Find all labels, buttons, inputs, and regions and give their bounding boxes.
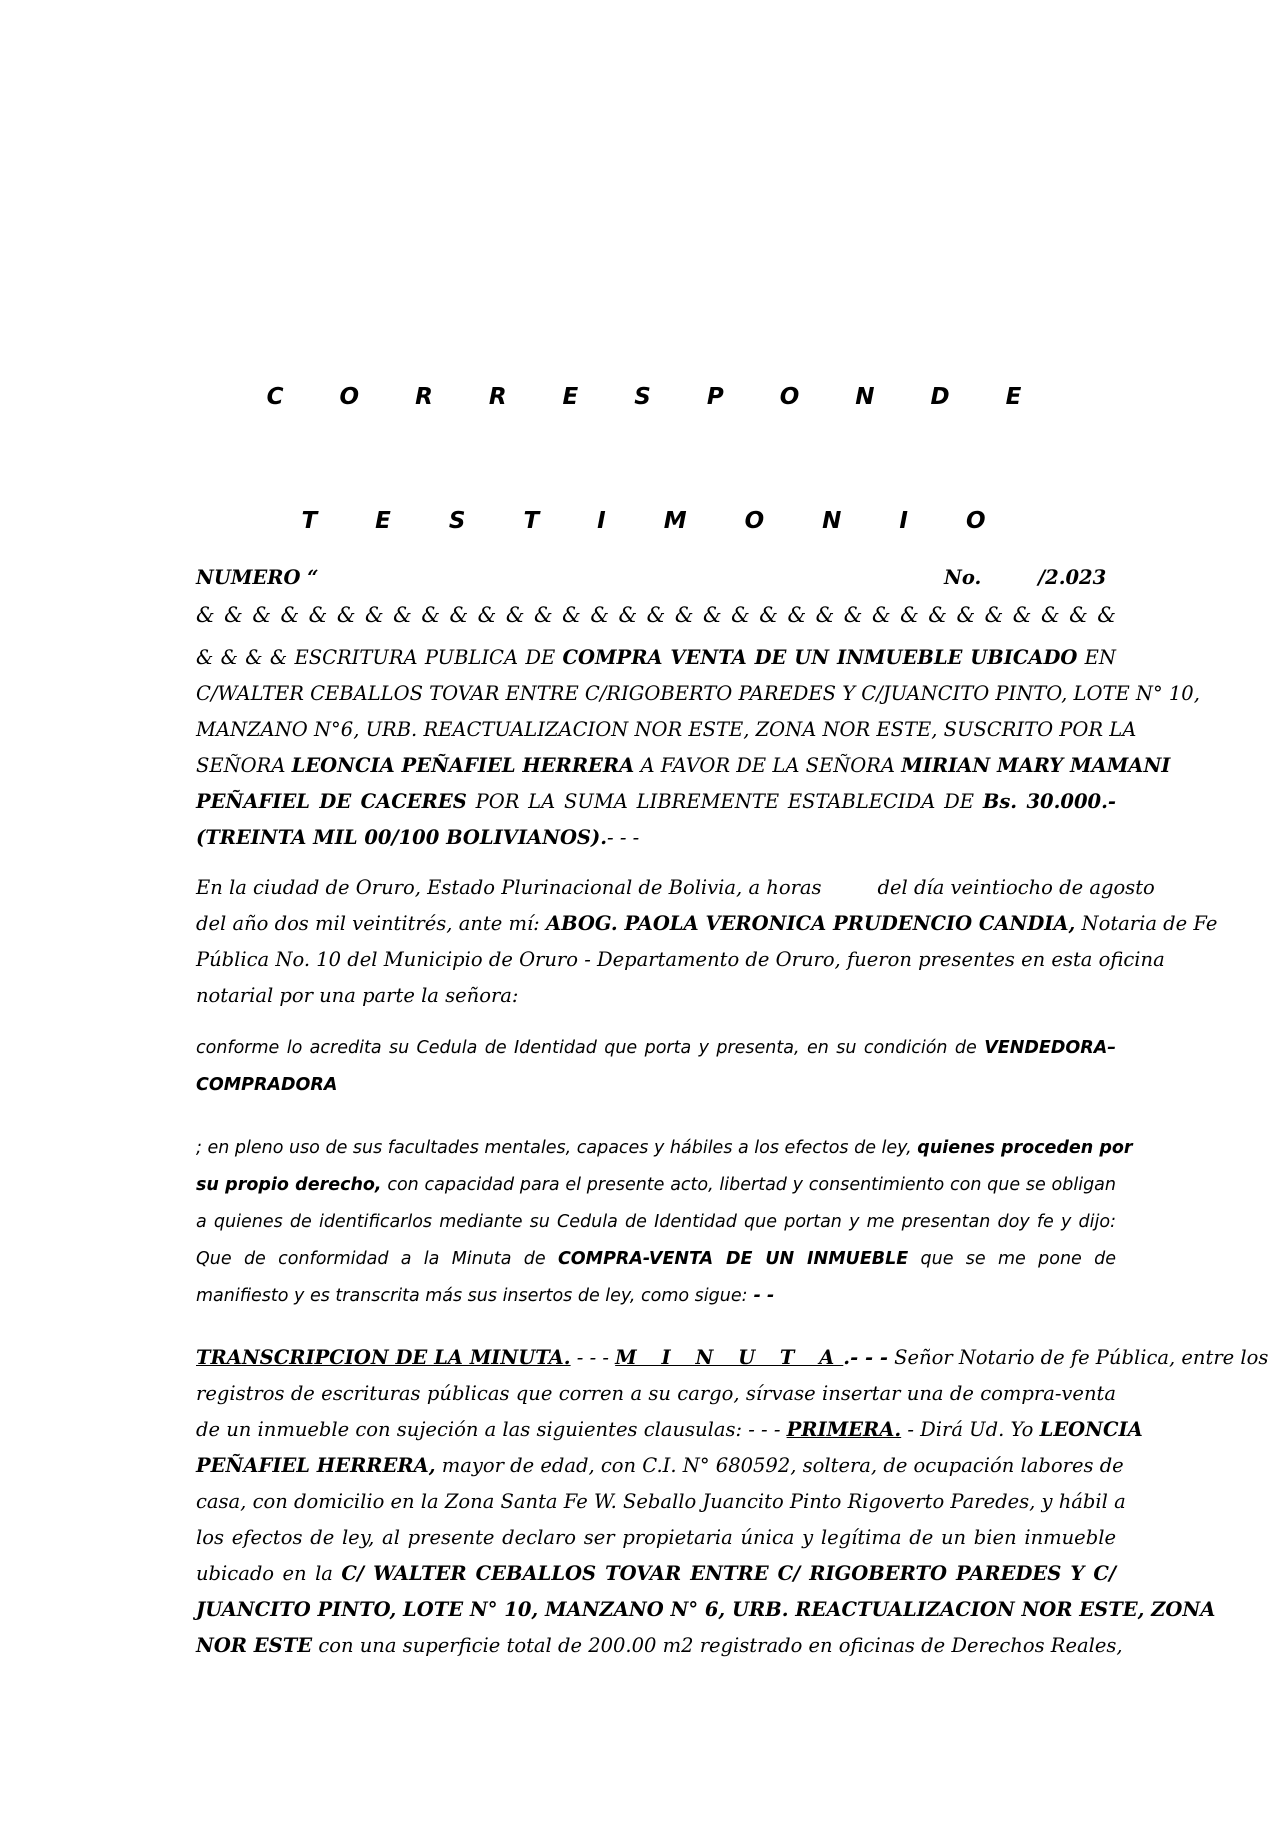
text-line: ; en pleno uso de sus facultades mentales, capaces y hábiles a los efectos de ley, quienes proceden por — [196, 1138, 1133, 1158]
text-line: (TREINTA MIL 00/100 BOLIVIANOS).- - - — [196, 826, 640, 849]
text-line: & & & & ESCRITURA PUBLICA DE COMPRA VENTA DE UN INMUEBLE UBICADO EN — [196, 646, 1116, 669]
text-line: su propio derecho, con capacidad para el presente acto, libertad y consentimiento con que se obligan — [196, 1175, 1116, 1195]
numero-year: /2.023 — [1038, 566, 1107, 589]
minuta-paragraph — [196, 1340, 1268, 1664]
numero-label: NUMERO “ — [196, 566, 319, 589]
text-line: notarial por una parte la señora: — [196, 984, 519, 1007]
conforme-paragraph — [196, 1030, 1116, 1104]
text-line: conforme lo acredita su Cedula de Identidad que porta y presenta, en su condición de VENDEDORA– — [196, 1038, 1116, 1058]
text-line: los efectos de ley, al presente declaro ser propietaria única y legítima de un bien inmueble — [196, 1526, 1116, 1549]
text-line: SEÑORA LEONCIA PEÑAFIEL HERRERA A FAVOR DE LA SEÑORA MIRIAN MARY MAMANI — [196, 754, 1171, 777]
text-line: Que de conformidad a la Minuta de COMPRA-VENTA DE UN INMUEBLE que se me pone de — [196, 1249, 1116, 1269]
text-line: registros de escrituras públicas que corren a su cargo, sírvase insertar una de compra-venta — [196, 1382, 1116, 1405]
text-line: NOR ESTE con una superficie total de 200.00 m2 registrado en oficinas de Derechos Reales, — [196, 1634, 1123, 1657]
ciudad-paragraph — [196, 870, 1218, 1014]
text-line: En la ciudad de Oruro, Estado Plurinacional de Bolivia, a horas del día veintiocho de agosto — [196, 876, 1155, 899]
text-line: JUANCITO PINTO, LOTE N° 10, MANZANO N° 6, URB. REACTUALIZACION NOR ESTE, ZONA — [196, 1598, 1216, 1621]
text-line: ubicado en la C/ WALTER CEBALLOS TOVAR ENTRE C/ RIGOBERTO PAREDES Y C/ — [196, 1562, 1116, 1585]
ampersand-line: & & & & & & & & & & & & & & & & & & & & & & & & & & & & & & & & & — [196, 603, 1116, 627]
no-label: No. — [944, 566, 982, 589]
text-line: MANZANO N°6, URB. REACTUALIZACION NOR ESTE, ZONA NOR ESTE, SUSCRITO POR LA — [196, 718, 1137, 741]
text-line: manifiesto y es transcrita más sus insertos de ley, como sigue: - - — [196, 1286, 775, 1306]
text-line: Pública No. 10 del Municipio de Oruro - Departamento de Oruro, fueron presentes en esta oficina — [196, 948, 1165, 971]
text-line: PEÑAFIEL DE CACERES POR LA SUMA LIBREMENTE ESTABLECIDA DE Bs. 30.000.- — [196, 790, 1117, 813]
text-line: a quienes de identificarlos mediante su Cedula de Identidad que portan y me presentan doy fe y dijo: — [196, 1212, 1116, 1232]
text-line: COMPRADORA — [196, 1075, 338, 1095]
heading-testimonio: T E S T I M O N I O — [301, 508, 1011, 534]
heading-corresponde: C O R R E S P O N D E — [266, 384, 1046, 410]
text-line: casa, con domicilio en la Zona Santa Fe W. Seballo Juancito Pinto Rigoverto Paredes, y hábil a — [196, 1490, 1126, 1513]
escritura-paragraph — [196, 640, 1200, 856]
text-line: TRANSCRIPCION DE LA MINUTA. - - - M I N U T A.- - - Señor Notario de fe Pública, entre los — [196, 1346, 1268, 1369]
text-line: C/WALTER CEBALLOS TOVAR ENTRE C/RIGOBERTO PAREDES Y C/JUANCITO PINTO, LOTE N° 10, — [196, 682, 1200, 705]
text-line: PEÑAFIEL HERRERA, mayor de edad, con C.I. N° 680592, soltera, de ocupación labores de — [196, 1454, 1124, 1477]
numero-row — [196, 566, 1116, 602]
text-line: del año dos mil veintitrés, ante mí: ABOG. PAOLA VERONICA PRUDENCIO CANDIA, Notaria de Fe — [196, 912, 1218, 935]
text-line: de un inmueble con sujeción a las siguientes clausulas: - - - PRIMERA. - Dirá Ud. Yo LEONCIA — [196, 1418, 1143, 1441]
pleno-paragraph — [196, 1130, 1133, 1315]
